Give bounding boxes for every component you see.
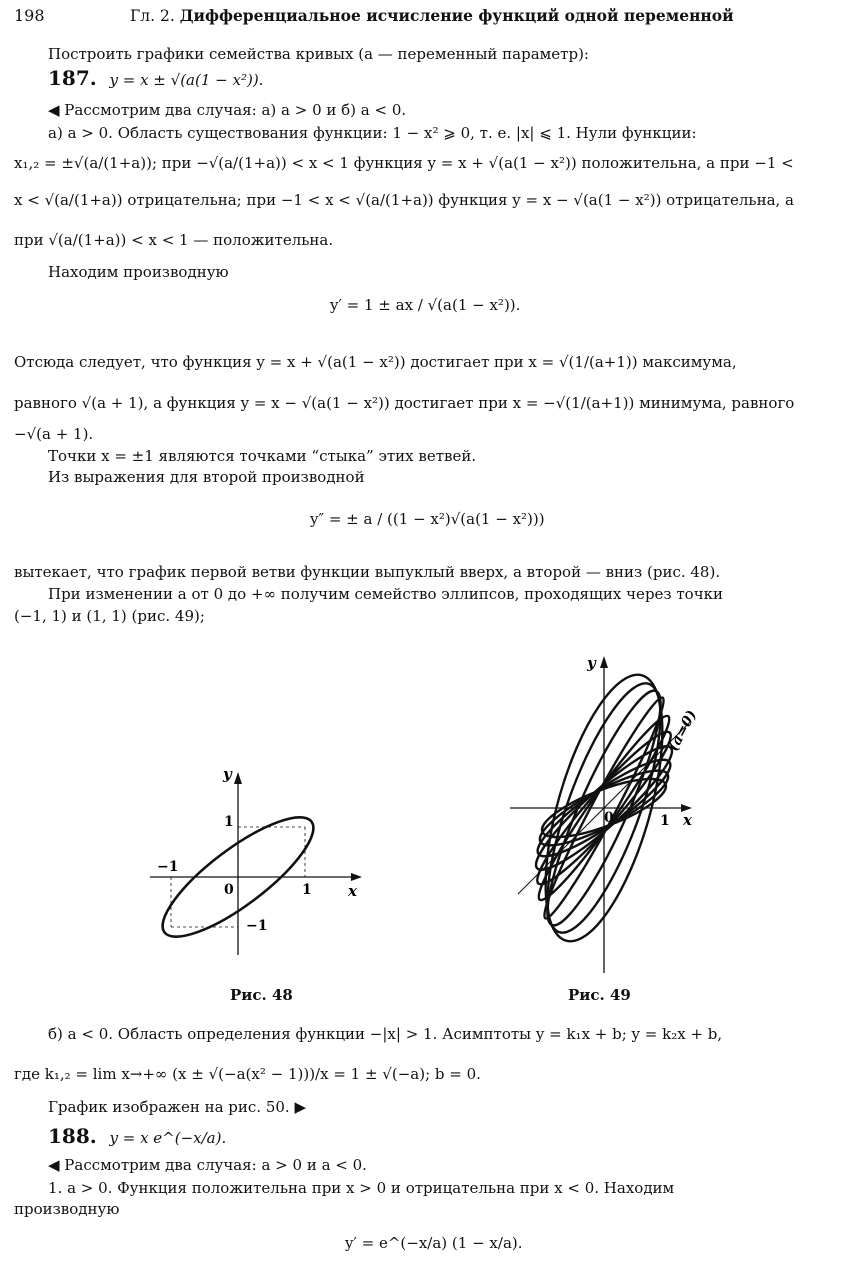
- extremum-line-2: равного √(a + 1), а функция y = x − √(a(1 − x²)) достигает при x = −√(1/(a+1)) минимума, равного: [14, 394, 795, 412]
- running-header: [130, 6, 734, 25]
- fig48-tick-neg1: −1: [157, 859, 179, 875]
- figure-49: [500, 648, 720, 978]
- chapter-title: Дифференциальное исчисление функций одной переменной: [179, 6, 734, 25]
- case-a-line-1: а) a > 0. Область существования функции: 1 − x² ⩾ 0, т. е. |x| ⩽ 1. Нули функции:: [48, 124, 697, 142]
- fig49-line-label: (a=0): [665, 707, 701, 754]
- convexity-text: вытекает, что график первой ветви функции выпуклый вверх, а второй — вниз (рис. 48).: [14, 563, 721, 581]
- derivative-intro: Находим производную: [48, 263, 229, 281]
- problem-187-cases: ◀ Рассмотрим два случая: а) a > 0 и б) a < 0.: [48, 101, 407, 119]
- problem-187-number: 187.: [48, 66, 97, 90]
- problem-188-number: 188.: [48, 1124, 97, 1148]
- fig48-tick-y1: 1: [224, 814, 234, 830]
- problem-187-formula: y = x ± √(a(1 − x²)).: [109, 71, 264, 89]
- case-a-line-3: x < √(a/(1+a)) отрицательна; при −1 < x < √(a/(1+a)) функция y = x − √(a(1 − x²)) отрицательна, а: [14, 191, 794, 209]
- second-derivative-formula: y″ = ± a / ((1 − x²)√(a(1 − x²))): [310, 510, 545, 528]
- case-a-line-4: при √(a/(1+a)) < x < 1 — положительна.: [14, 231, 334, 249]
- fig48-tick-yneg1: −1: [246, 918, 268, 934]
- family-line-2: (−1, 1) и (1, 1) (рис. 49);: [14, 607, 205, 625]
- derivative-formula: y′ = 1 ± ax / √(a(1 − x²)).: [330, 296, 521, 314]
- intro-text: Построить графики семейства кривых (a — переменный параметр):: [48, 45, 589, 63]
- figure-48-caption: Рис. 48: [230, 986, 293, 1004]
- problem-187-heading: [48, 68, 263, 91]
- fig49-y-label: y: [587, 654, 596, 672]
- figure-48: [140, 760, 380, 960]
- page-number: 198: [14, 6, 45, 25]
- case-b-line-1: б) a < 0. Область определения функции −|x| > 1. Асимптоты y = k₁x + b; y = k₂x + b,: [48, 1025, 723, 1043]
- fig48-tick-1: 1: [302, 882, 312, 898]
- fig49-tick-1: 1: [660, 813, 670, 829]
- fig49-y-arrow: [600, 656, 608, 668]
- chapter-label: Гл. 2.: [130, 7, 175, 25]
- problem-188-heading: [48, 1126, 226, 1149]
- fig48-y-label: y: [223, 765, 232, 783]
- second-derivative-intro: Из выражения для второй производной: [48, 468, 365, 486]
- case-b-line-2: где k₁,₂ = lim x→+∞ (x ± √(−a(x² − 1)))/x = 1 ± √(−a); b = 0.: [14, 1065, 481, 1083]
- graph-reference: График изображен на рис. 50. ▶: [48, 1098, 306, 1116]
- fig48-x-label: x: [348, 882, 357, 900]
- extremum-line-1: Отсюда следует, что функция y = x + √(a(1 − x²)) достигает при x = √(1/(a+1)) максимума,: [14, 353, 737, 371]
- fig48-y-arrow: [234, 772, 242, 784]
- fig49-x-label: x: [683, 811, 692, 829]
- family-line-1: При изменении a от 0 до +∞ получим семейство эллипсов, проходящих через точки: [48, 585, 723, 603]
- problem-188-derivative: y′ = e^(−x/a) (1 − x/a).: [345, 1234, 523, 1252]
- extremum-line-3: −√(a + 1).: [14, 425, 94, 443]
- figure-49-caption: Рис. 49: [568, 986, 631, 1004]
- fig48-x-arrow: [351, 873, 362, 881]
- problem-188-formula: y = x e^(−x/a).: [109, 1129, 227, 1147]
- fig48-origin-label: 0: [224, 882, 234, 898]
- problem-188-case1-line-2: производную: [14, 1200, 120, 1218]
- case-a-line-2: x₁,₂ = ±√(a/(1+a)); при −√(a/(1+a)) < x < 1 функция y = x + √(a(1 − x²)) положительна, а при −1 <: [14, 154, 794, 172]
- problem-188-case1-line-1: 1. a > 0. Функция положительна при x > 0 и отрицательна при x < 0. Находим: [48, 1179, 675, 1197]
- problem-188-cases: ◀ Рассмотрим два случая: a > 0 и a < 0.: [48, 1156, 367, 1174]
- fig49-origin-label: 0: [604, 810, 614, 826]
- junction-text: Точки x = ±1 являются точками “стыка” этих ветвей.: [48, 447, 477, 465]
